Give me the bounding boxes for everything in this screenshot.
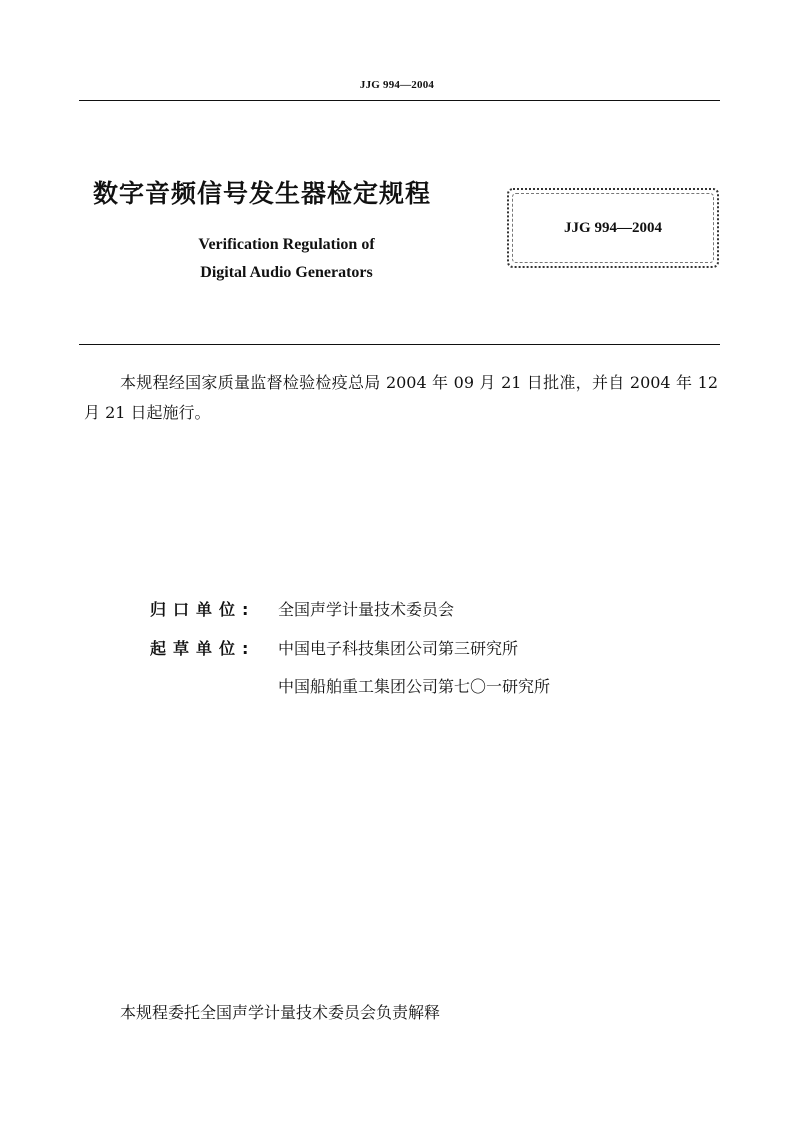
header-rule — [79, 100, 720, 101]
code-box-text: JJG 994—2004 — [564, 220, 662, 236]
drafting-unit-label: 起草单位: — [150, 639, 256, 658]
code-box — [507, 188, 719, 268]
title-english-line1: Verification Regulation of — [198, 236, 375, 253]
approval-statement: 本规程经国家质量监督检验检疫总局 2004 年 09 月 21 日批准，并自 2004 年 12 月 21 日起施行。 — [84, 373, 718, 422]
responsible-unit-label: 归口单位: — [150, 600, 256, 619]
drafting-unit-value-1: 中国电子科技集团公司第三研究所 — [278, 639, 519, 658]
interpretation-note: 本规程委托全国声学计量技术委员会负责解释 — [120, 1003, 441, 1022]
section-rule — [79, 344, 720, 345]
header-code: JJG 994—2004 — [359, 79, 435, 91]
title-chinese: 数字音频信号发生器检定规程 — [93, 179, 432, 208]
drafting-unit-value-2: 中国船舶重工集团公司第七〇一研究所 — [278, 677, 551, 696]
responsible-unit-value: 全国声学计量技术委员会 — [278, 600, 455, 619]
title-english-line2: Digital Audio Generators — [200, 264, 373, 281]
